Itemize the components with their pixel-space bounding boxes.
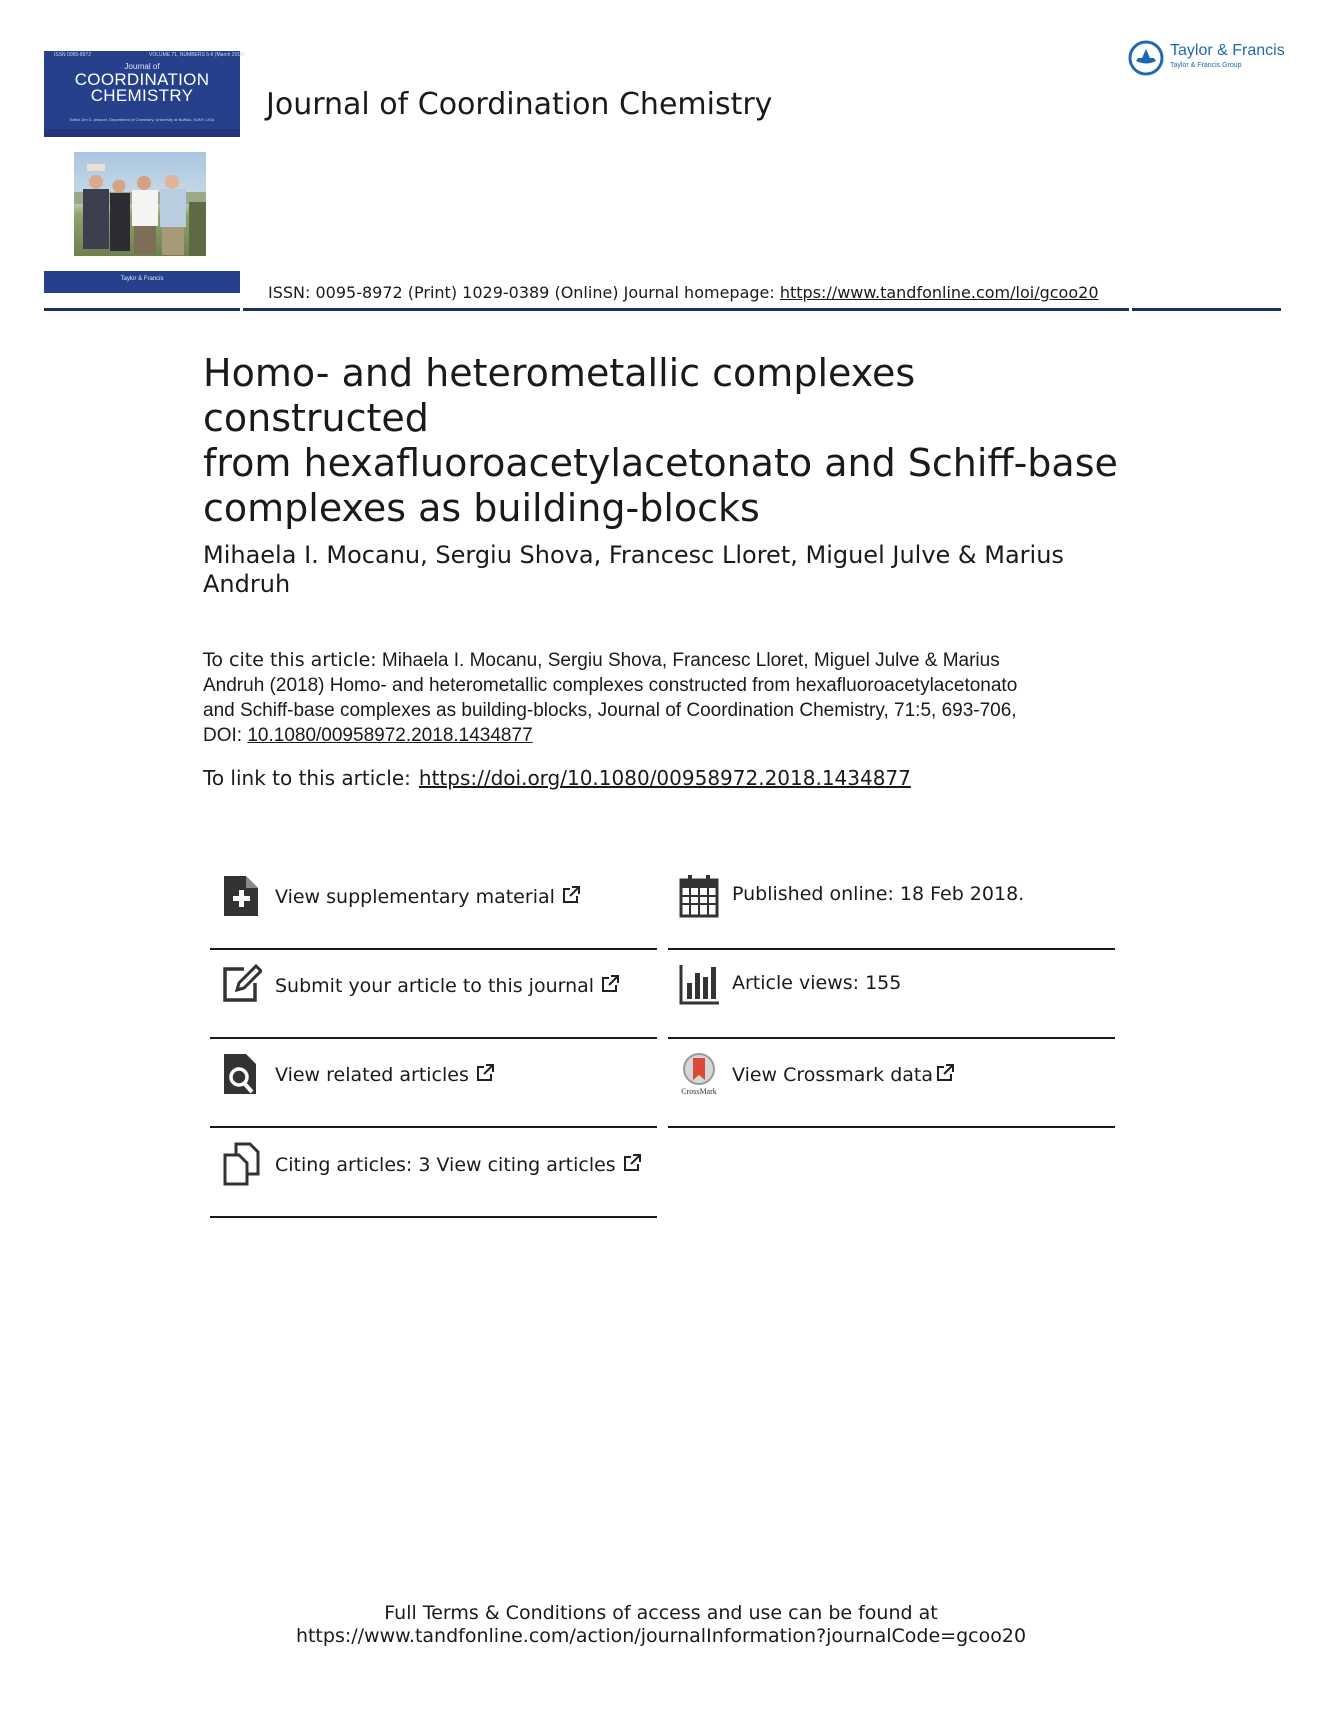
authors-line: Andruh xyxy=(203,570,291,598)
article-views xyxy=(679,963,1109,1023)
divider xyxy=(668,948,1115,950)
view-crossmark-data[interactable] xyxy=(679,1052,1109,1112)
authors-line: Mihaela I. Mocanu, Sergiu Shova, Francesc Lloret, Miguel Julve & Marius xyxy=(203,541,1064,569)
journal-cover-banner xyxy=(44,51,245,135)
published-label: Published online: 18 Feb 2018. xyxy=(732,883,1025,905)
external-link-icon xyxy=(600,974,620,994)
divider xyxy=(668,1037,1115,1039)
cover-meta xyxy=(54,52,303,58)
cover-editor: Editor Jim D. Atwood, Department of Chemistry, University at Buffalo, SUNY, USA xyxy=(69,117,215,122)
document-plus-icon xyxy=(222,874,262,918)
crossmark-logo-text: CrossMark xyxy=(681,1087,717,1096)
citation-text: and Schiff-base complexes as building-blocks, Journal of Coordination Chemistry, 71:5, 693-706, xyxy=(203,700,1017,721)
publisher-logo-icon xyxy=(1128,40,1166,76)
article-title-line: from hexafluoroacetylacetonato and Schiff-base xyxy=(203,441,1118,485)
footer-terms-url[interactable]: https://www.tandfonline.com/action/journalInformation?journalCode=gcoo20 xyxy=(295,1625,1027,1647)
article-link-line xyxy=(203,766,911,790)
cover-publisher: Taylor & Francis xyxy=(120,276,164,282)
view-related-articles[interactable] xyxy=(222,1052,652,1112)
views-label: Article views: 155 xyxy=(732,972,902,994)
bar-chart-icon xyxy=(679,963,719,1007)
publisher-group: Taylor & Francis Group xyxy=(1170,62,1242,69)
divider xyxy=(668,1126,1115,1128)
supplementary-label: View supplementary material xyxy=(275,886,555,908)
citing-label: Citing articles: 3 View citing articles xyxy=(275,1154,616,1176)
cover-divider xyxy=(44,129,240,137)
cover-journal-of: Journal of xyxy=(124,62,160,71)
article-title xyxy=(203,351,1123,531)
divider xyxy=(210,948,657,950)
document-search-icon xyxy=(222,1052,262,1096)
cover-title-line1: COORDINATION xyxy=(74,70,210,89)
header-rule-gap xyxy=(1129,308,1132,311)
external-link-icon xyxy=(475,1063,495,1083)
article-title-line: complexes as building-blocks xyxy=(203,486,760,530)
divider xyxy=(210,1216,657,1218)
view-citing-articles[interactable] xyxy=(222,1142,652,1202)
cover-issn: ISSN 0095-8972 xyxy=(54,52,91,58)
external-link-icon xyxy=(622,1153,642,1173)
external-link-icon xyxy=(561,885,581,905)
header-rule-gap xyxy=(240,308,243,311)
publisher-name: Taylor & Francis xyxy=(1170,42,1285,59)
footer xyxy=(0,1602,1322,1648)
cover-title-line2: CHEMISTRY xyxy=(90,86,194,105)
issn-text: ISSN: 0095-8972 (Print) 1029-0389 (Online) Journal homepage: xyxy=(268,283,780,302)
calendar-icon xyxy=(679,874,719,918)
link-label: To link to this article: xyxy=(203,766,411,790)
journal-title: Journal of Coordination Chemistry xyxy=(266,87,773,122)
external-link-icon xyxy=(935,1063,955,1083)
related-label: View related articles xyxy=(275,1064,469,1086)
cover-publisher-band xyxy=(44,271,240,293)
footer-terms: Full Terms & Conditions of access and use can be found at xyxy=(384,1602,938,1624)
article-title-line: Homo- and heterometallic complexes constructed xyxy=(203,351,916,440)
copy-documents-icon xyxy=(222,1142,262,1186)
published-online xyxy=(679,874,1109,934)
cover-volume: VOLUME 71, NUMBERS 5-6 (March 2018) xyxy=(148,52,245,58)
view-supplementary-material[interactable] xyxy=(222,874,652,934)
issn-line xyxy=(268,283,1099,302)
article-authors xyxy=(203,541,1123,599)
citation-text: Mihaela I. Mocanu, Sergiu Shova, Francesc Lloret, Miguel Julve & Marius xyxy=(376,650,1000,671)
header-rule xyxy=(44,308,1281,311)
citation-label: To cite this article: xyxy=(203,649,377,671)
crossmark-label: View Crossmark data xyxy=(732,1064,934,1086)
submit-article[interactable] xyxy=(222,963,652,1023)
divider xyxy=(210,1037,657,1039)
journal-homepage-link[interactable]: https://www.tandfonline.com/loi/gcoo20 xyxy=(779,283,1099,302)
submit-label: Submit your article to this journal xyxy=(275,975,595,997)
divider xyxy=(210,1126,657,1128)
doi-prefix: DOI: xyxy=(203,725,248,746)
citation-text: Andruh (2018) Homo- and heterometallic complexes constructed from hexafluoroacetylacetonato xyxy=(203,675,1018,696)
crossmark-icon xyxy=(679,1052,719,1096)
cover-photo xyxy=(74,152,206,256)
edit-icon xyxy=(222,963,262,1007)
doi-link[interactable]: 10.1080/00958972.2018.1434877 xyxy=(247,725,533,746)
citation-block xyxy=(203,648,1128,748)
article-doi-url[interactable]: https://doi.org/10.1080/00958972.2018.1434877 xyxy=(418,766,911,790)
publisher-logo[interactable] xyxy=(1128,40,1288,76)
